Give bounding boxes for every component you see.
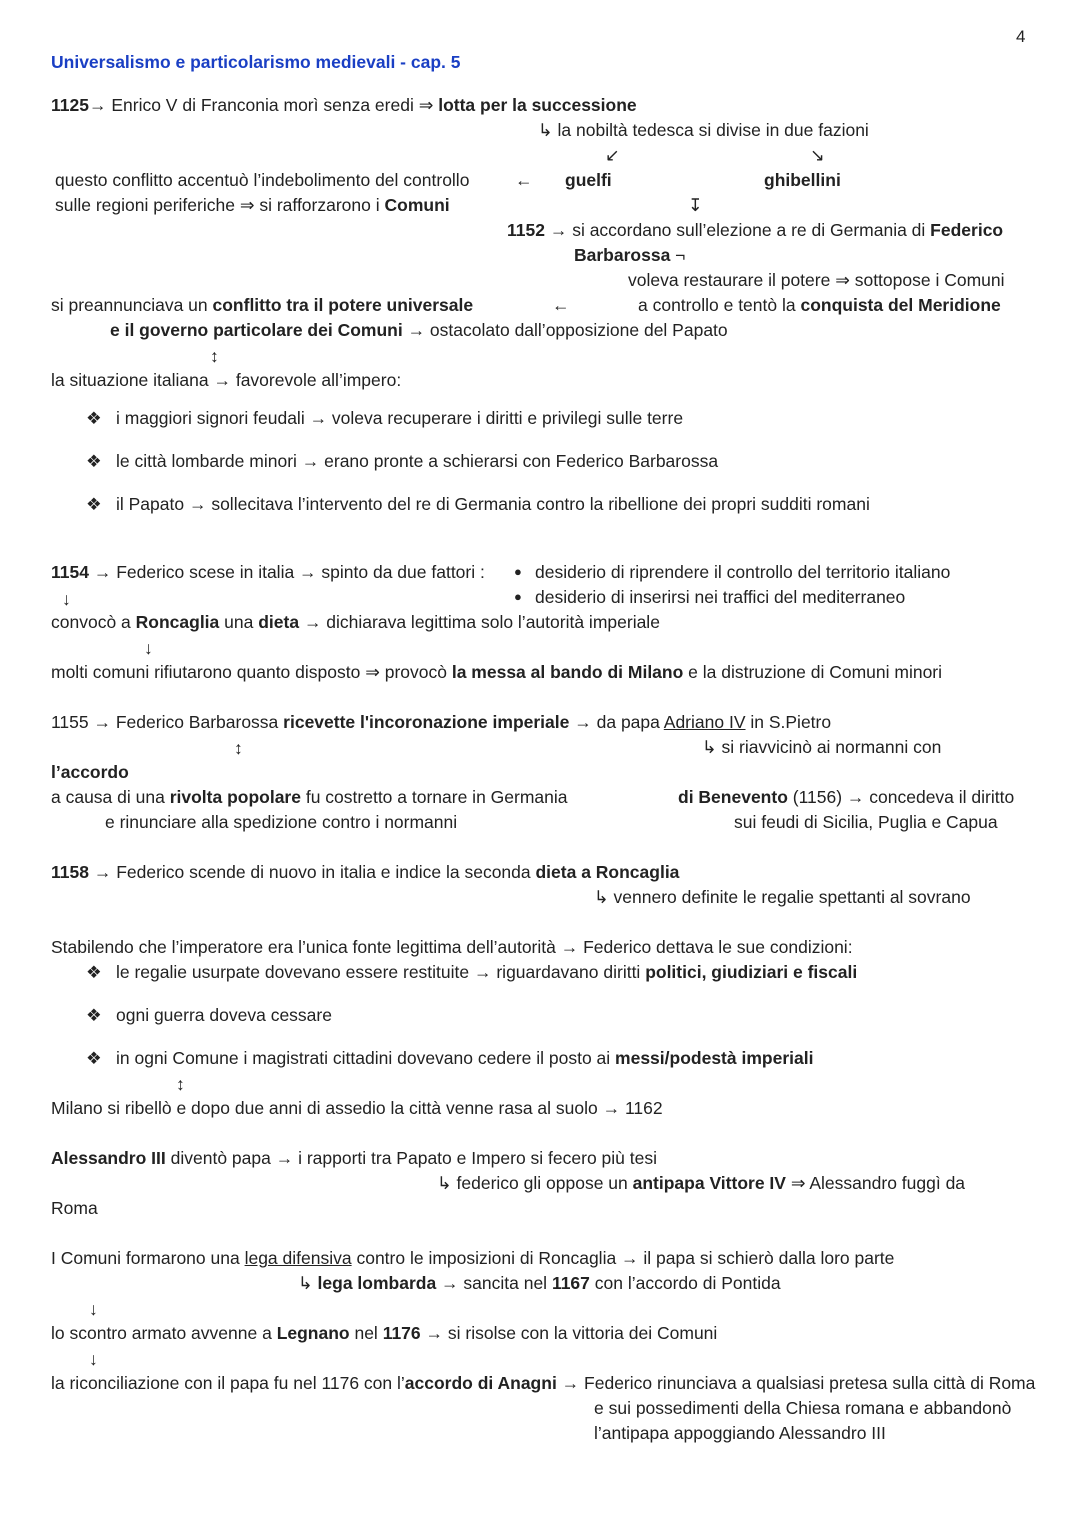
conflitto-line-1: questo conflitto accentuò l’indebolimento del controllo [55, 170, 470, 190]
governo-line: e il governo particolare dei Comuni → ostacolato dall’opposizione del Papato [110, 320, 728, 340]
lega-lombarda-line: ↳ lega lombarda → sancita nel 1167 con l’accordo di Pontida [298, 1273, 781, 1293]
legnano-line: lo scontro armato avvenne a Legnano nel 1176 → si risolse con la vittoria dei Comuni [51, 1323, 718, 1343]
anagni-line-2: e sui possedimenti della Chiesa romana e abbandonò [594, 1398, 1012, 1418]
line-1158: 1158 → Federico scende di nuovo in italia e indice la seconda dieta a Roncaglia [51, 862, 680, 882]
lega-line: I Comuni formarono una lega difensiva contro le imposizioni di Roncaglia → il papa si schierò dalla loro parte [51, 1248, 895, 1268]
page-title: Universalismo e particolarismo medievali - cap. 5 [51, 52, 461, 72]
line-1125: 1125→ Enrico V di Franconia morì senza eredi ⇒ lotta per la successione [51, 95, 637, 115]
antipapa-line: ↳ federico gli oppose un antipapa Vittore IV ⇒ Alessandro fuggì da [437, 1173, 966, 1193]
bullet-icon: ❖ [86, 451, 102, 471]
voleva-line: voleva restaurare il potere ⇒ sottopose i Comuni [628, 270, 1005, 290]
updown-arrow-icon: ↕ [176, 1074, 185, 1094]
barbarossa-line: Barbarossa ¬ [574, 245, 686, 265]
fattore-2: desiderio di inserirsi nei traffici del mediterraneo [535, 587, 906, 607]
milano-bando-line: molti comuni rifiutarono quanto disposto ⇒ provocò la messa al bando di Milano e la distruzione di Comuni minori [51, 662, 943, 682]
anagni-line-3: l’antipapa appoggiando Alessandro III [594, 1423, 886, 1443]
page-number: 4 [1016, 27, 1026, 46]
arrow-left-icon-2: ← [552, 295, 570, 315]
bullet-icon: ❖ [86, 408, 102, 428]
meridione-line: a controllo e tentò la conquista del Meridione [638, 295, 1001, 315]
situazione-item: le città lombarde minori → erano pronte a schierarsi con Federico Barbarossa [116, 451, 719, 471]
stabilendo-line: Stabilendo che l’imperatore era l’unica fonte legittima dell’autorità → Federico dettava le sue condizioni: [51, 937, 853, 957]
benevento-line: di Benevento (1156) → concedeva il diritto [678, 787, 1015, 807]
situazione-item: il Papato → sollecitava l’intervento del re di Germania contro la ribellione dei propri sudditi romani [116, 494, 870, 514]
fattore-1: desiderio di riprendere il controllo del territorio italiano [535, 562, 951, 582]
bullet-icon: ❖ [86, 1048, 102, 1068]
bullet-icon: ❖ [86, 962, 102, 982]
dot-bullet-icon: ● [514, 589, 522, 604]
anagni-line: la riconciliazione con il papa fu nel 1176 con l’accordo di Anagni → Federico rinunciava a qualsiasi pretesa sulla città di Roma [51, 1373, 1036, 1393]
condizione-item: in ogni Comune i magistrati cittadini dovevano cedere il posto ai messi/podestà imperiali [116, 1048, 814, 1068]
roncaglia-line: convocò a Roncaglia una dieta → dichiarava legittima solo l’autorità imperiale [51, 612, 660, 632]
preannunciava-line: si preannunciava un conflitto tra il potere universale [51, 295, 474, 315]
line-1152: 1152 → si accordano sull’elezione a re di Germania di Federico [507, 220, 1004, 240]
arrow-down-icon: ↓ [89, 1299, 98, 1319]
guelfi-label: guelfi [565, 170, 612, 190]
dot-bullet-icon: ● [514, 564, 522, 579]
roma-label: Roma [51, 1198, 98, 1218]
arrow-down-left-icon: ↙ [605, 145, 620, 165]
updown-arrow-icon: ↕ [234, 738, 243, 758]
arrow-down-icon: ↓ [62, 589, 71, 609]
line-1155: 1155 → Federico Barbarossa ricevette l'incoronazione imperiale → da papa Adriano IV in S.Pietro [51, 712, 832, 732]
condizione-item: ogni guerra doveva cessare [116, 1005, 332, 1025]
condizione-item: le regalie usurpate dovevano essere restituite → riguardavano diritti politici, giudiziari e fiscali [116, 962, 858, 982]
updown-arrow-icon: ↕ [210, 346, 219, 366]
bullet-icon: ❖ [86, 1005, 102, 1025]
arrow-down-icon: ↓ [144, 638, 153, 658]
situazione-item: i maggiori signori feudali → voleva recuperare i diritti e privilegi sulle terre [116, 408, 684, 428]
alessandro-line: Alessandro III diventò papa → i rapporti tra Papato e Impero si fecero più tesi [51, 1148, 658, 1168]
arrow-left-icon: ← [515, 170, 533, 190]
milano-rasa-line: Milano si ribellò e dopo due anni di assedio la città venne rasa al suolo → 1162 [51, 1098, 663, 1118]
ghibellini-label: ghibellini [764, 170, 841, 190]
nobilta-line: ↳ la nobiltà tedesca si divise in due fazioni [538, 120, 869, 140]
arrow-down-icon: ↓ [89, 1349, 98, 1369]
arrow-down-icon: ↧ [688, 195, 703, 215]
accordo-label: l’accordo [51, 762, 129, 782]
regalie-line: ↳ vennero definite le regalie spettanti al sovrano [594, 887, 971, 907]
line-1154: 1154 → Federico scese in italia → spinto da due fattori : [51, 562, 485, 582]
arrow-down-right-icon: ↘ [810, 145, 825, 165]
conflitto-line-2: sulle regioni periferiche ⇒ si rafforzarono i Comuni [55, 195, 450, 215]
normanni-line: ↳ si riavvicinò ai normanni con [702, 737, 942, 757]
feudi-line: sui feudi di Sicilia, Puglia e Capua [734, 812, 998, 832]
rivolta-line: a causa di una rivolta popolare fu costretto a tornare in Germania [51, 787, 568, 807]
situazione-heading: la situazione italiana → favorevole all’impero: [51, 370, 402, 390]
bullet-icon: ❖ [86, 494, 102, 514]
rinunciare-line: e rinunciare alla spedizione contro i normanni [105, 812, 458, 832]
